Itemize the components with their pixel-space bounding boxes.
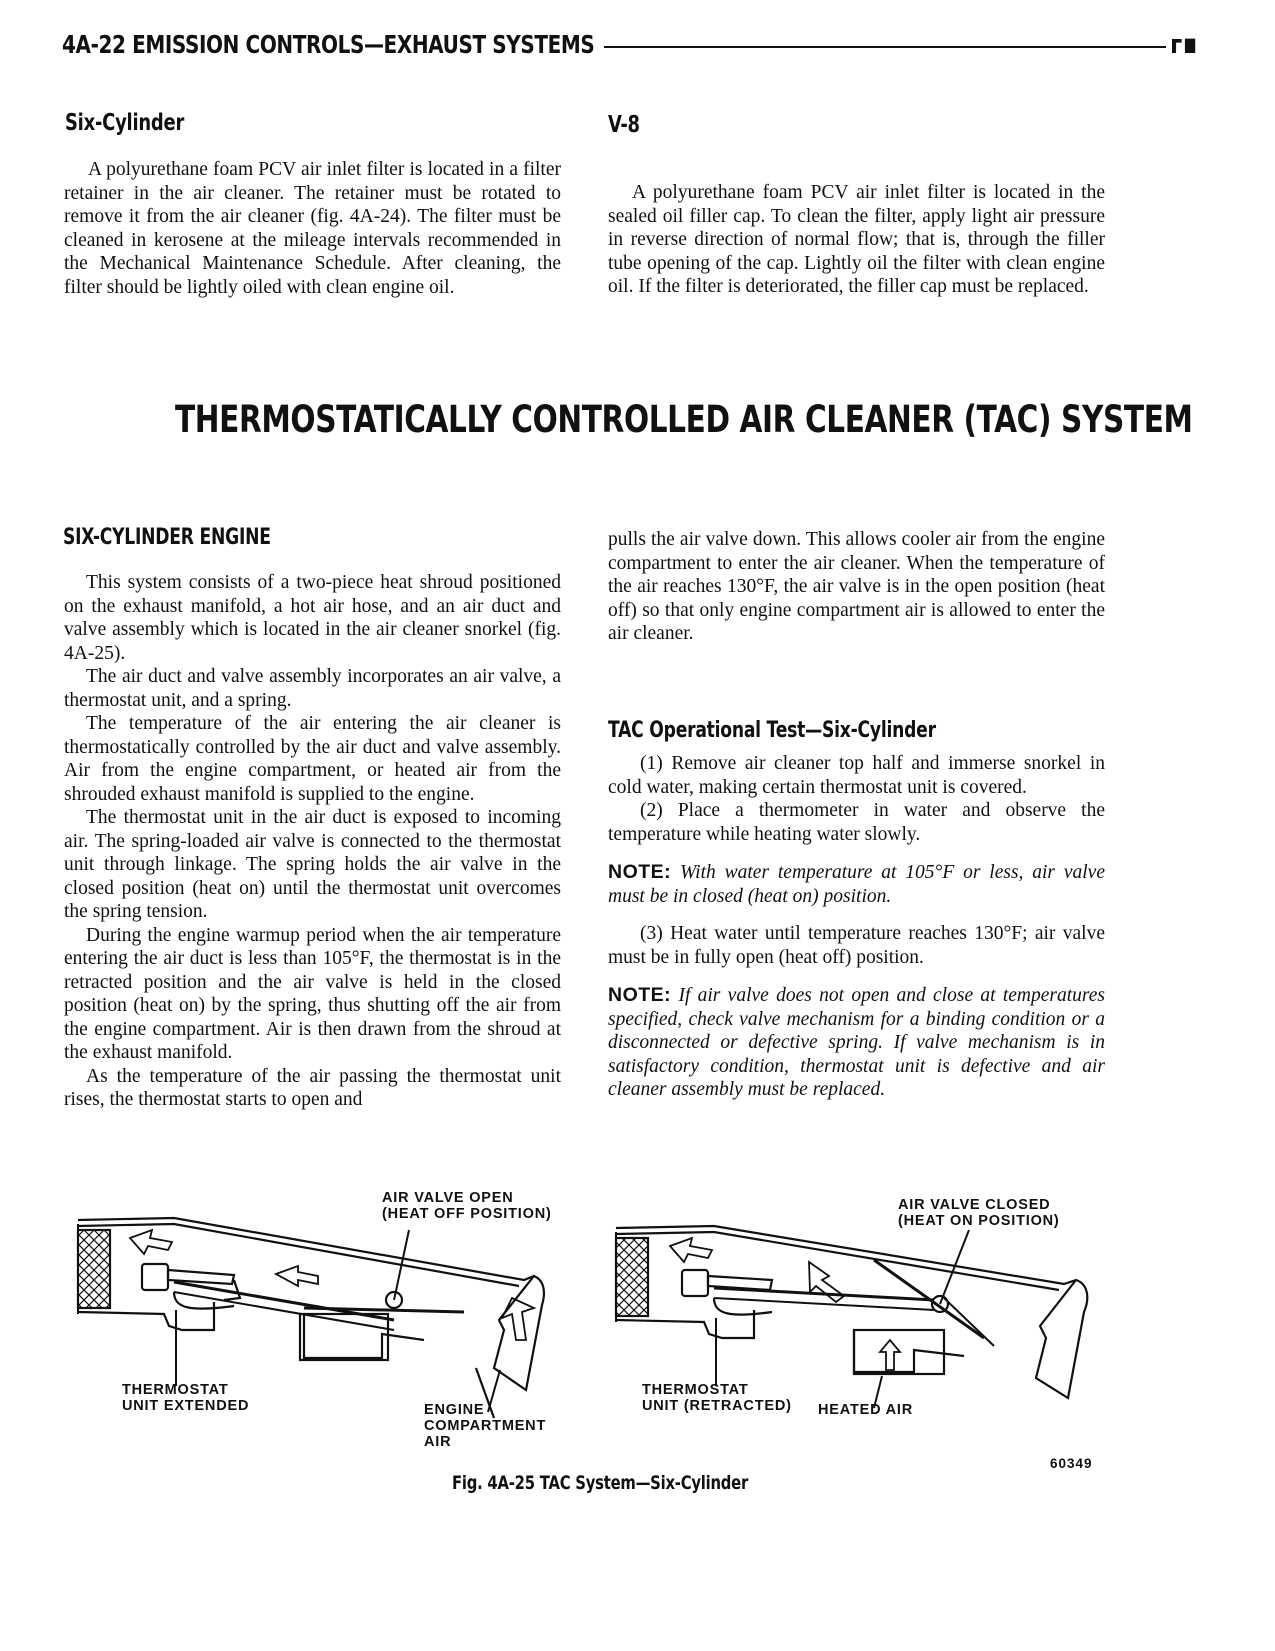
valve-closed-diagram	[616, 1226, 1087, 1408]
six-cylinder-engine-heading: SIX-CYLINDER ENGINE	[63, 525, 271, 550]
note-text: If air valve does not open and close at temperatures specified, check valve mechanism for a binding condition or a disconnected or defective spring. If valve mechanism is in satisfactory condition, thermostat unit is defective and air cleaner assembly must be replaced.	[608, 985, 1105, 1100]
six-cylinder-pcv-text	[64, 158, 561, 299]
linkage-rod	[174, 1282, 394, 1320]
label-thermostat-extended: THERMOSTAT UNIT EXTENDED	[122, 1382, 250, 1414]
header-rule	[604, 46, 1166, 48]
v8-heading: V-8	[608, 112, 640, 138]
paragraph: A polyurethane foam PCV air inlet filter is located in the sealed oil filler cap. To clean the filter, apply light air pressure in reverse direction of normal flow; that is, through the filler tube opening of the cap. Lightly oil the filter with clean engine oil. If the filter is deteriorated, the filler cap must be replaced.	[608, 182, 1105, 297]
paragraph: The thermostat unit in the air duct is exposed to incoming air. The spring-loaded air valve is connected to the thermostat unit through linkage. The spring holds the air valve in the closed position (heat on) until the thermostat unit overcomes the spring tension.	[64, 807, 561, 922]
paragraph: The air duct and valve assembly incorporates an air valve, a thermostat unit, and a spring.	[64, 666, 561, 711]
page-header	[62, 30, 1198, 66]
note-1	[608, 861, 1105, 908]
label-thermostat-retracted: THERMOSTAT UNIT (RETRACTED)	[642, 1382, 792, 1414]
header-title: 4A-22 EMISSION CONTROLS—EXHAUST SYSTEMS	[62, 30, 595, 59]
tac-test-heading: TAC Operational Test—Six-Cylinder	[608, 718, 936, 743]
paragraph: pulls the air valve down. This allows cooler air from the engine compartment to enter the air cleaner. When the temperature of the air reaches 130°F, the air valve is in the open position (heat off) so that only engine compartment air is allowed to enter the air cleaner.	[608, 529, 1105, 644]
heat-shroud-lower	[304, 1314, 424, 1358]
paragraph: The temperature of the air entering the air cleaner is thermostatically controlled by the air duct and valve assembly. Air from the engine compartment, or heated air from the shrouded exhaust manifold is supplied to the engine.	[64, 713, 561, 805]
label-valve-open: AIR VALVE OPEN (HEAT OFF POSITION)	[382, 1190, 552, 1222]
note-label: NOTE:	[608, 984, 672, 1006]
v8-pcv-text	[608, 181, 1105, 299]
header-mark: ᴦ∎	[1170, 30, 1198, 60]
note-text: With water temperature at 105°F or less, air valve must be in closed (heat on) position.	[608, 862, 1105, 907]
paragraph: During the engine warmup period when the air temperature entering the air duct is less than 105°F, the thermostat is in the retracted position and the air valve is held in the closed position (heat on) by the spring, thus shutting off the air from the engine compartment. Air is then drawn from the shroud at the exhaust manifold.	[64, 924, 561, 1063]
valve-plate-open	[304, 1308, 464, 1312]
paragraph: As the temperature of the air passing the thermostat unit rises, the thermostat starts to open and	[64, 1065, 561, 1110]
linkage-rod	[714, 1288, 934, 1300]
label-valve-closed: AIR VALVE CLOSED (HEAT ON POSITION)	[898, 1197, 1060, 1229]
label-heated-air: HEATED AIR	[818, 1402, 913, 1418]
tac-figure	[64, 1180, 1114, 1480]
six-cylinder-engine-text	[64, 571, 561, 1112]
thermostat-body	[682, 1270, 708, 1296]
tac-section-title: THERMOSTATICALLY CONTROLLED AIR CLEANER (TAC) SYSTEM	[175, 398, 1193, 441]
six-cylinder-heading: Six-Cylinder	[65, 110, 185, 136]
test-step-3: (3) Heat water until temperature reaches 130°F; air valve must be in fully open (heat off) position.	[608, 923, 1105, 968]
figure-number: 60349	[1050, 1456, 1093, 1471]
tac-test-text	[608, 752, 1105, 1102]
note-label: NOTE:	[608, 861, 672, 883]
figure-caption: Fig. 4A-25 TAC System—Six-Cylinder	[452, 1472, 749, 1494]
six-cylinder-engine-continued	[608, 528, 1105, 646]
airflow-arrow	[276, 1266, 318, 1286]
label-engine-compartment-air: ENGINE COMPARTMENT AIR	[424, 1402, 547, 1450]
filter-element	[78, 1230, 110, 1308]
snorkel-mouth	[494, 1276, 544, 1390]
paragraph: This system consists of a two-piece heat shroud positioned on the exhaust manifold, a hot air hose, and an air duct and valve assembly which is located in the air cleaner snorkel (fig. 4A-25).	[64, 572, 561, 664]
test-step-1: (1) Remove air cleaner top half and immerse snorkel in cold water, making certain thermostat unit is covered.	[608, 753, 1105, 798]
snorkel-mouth	[1036, 1280, 1087, 1398]
test-step-2: (2) Place a thermometer in water and observe the temperature while heating water slowly.	[608, 800, 1105, 845]
paragraph: A polyurethane foam PCV air inlet filter is located in a filter retainer in the air cleaner. The retainer must be rotated to remove it from the air cleaner (fig. 4A-24). The filter must be cleaned in kerosene at the mileage intervals recommended in the Mechanical Maintenance Schedule. After cleaning, the filter should be lightly oiled with clean engine oil.	[64, 159, 561, 298]
thermostat-body	[142, 1264, 168, 1290]
note-2	[608, 984, 1105, 1102]
filter-element	[616, 1238, 648, 1316]
